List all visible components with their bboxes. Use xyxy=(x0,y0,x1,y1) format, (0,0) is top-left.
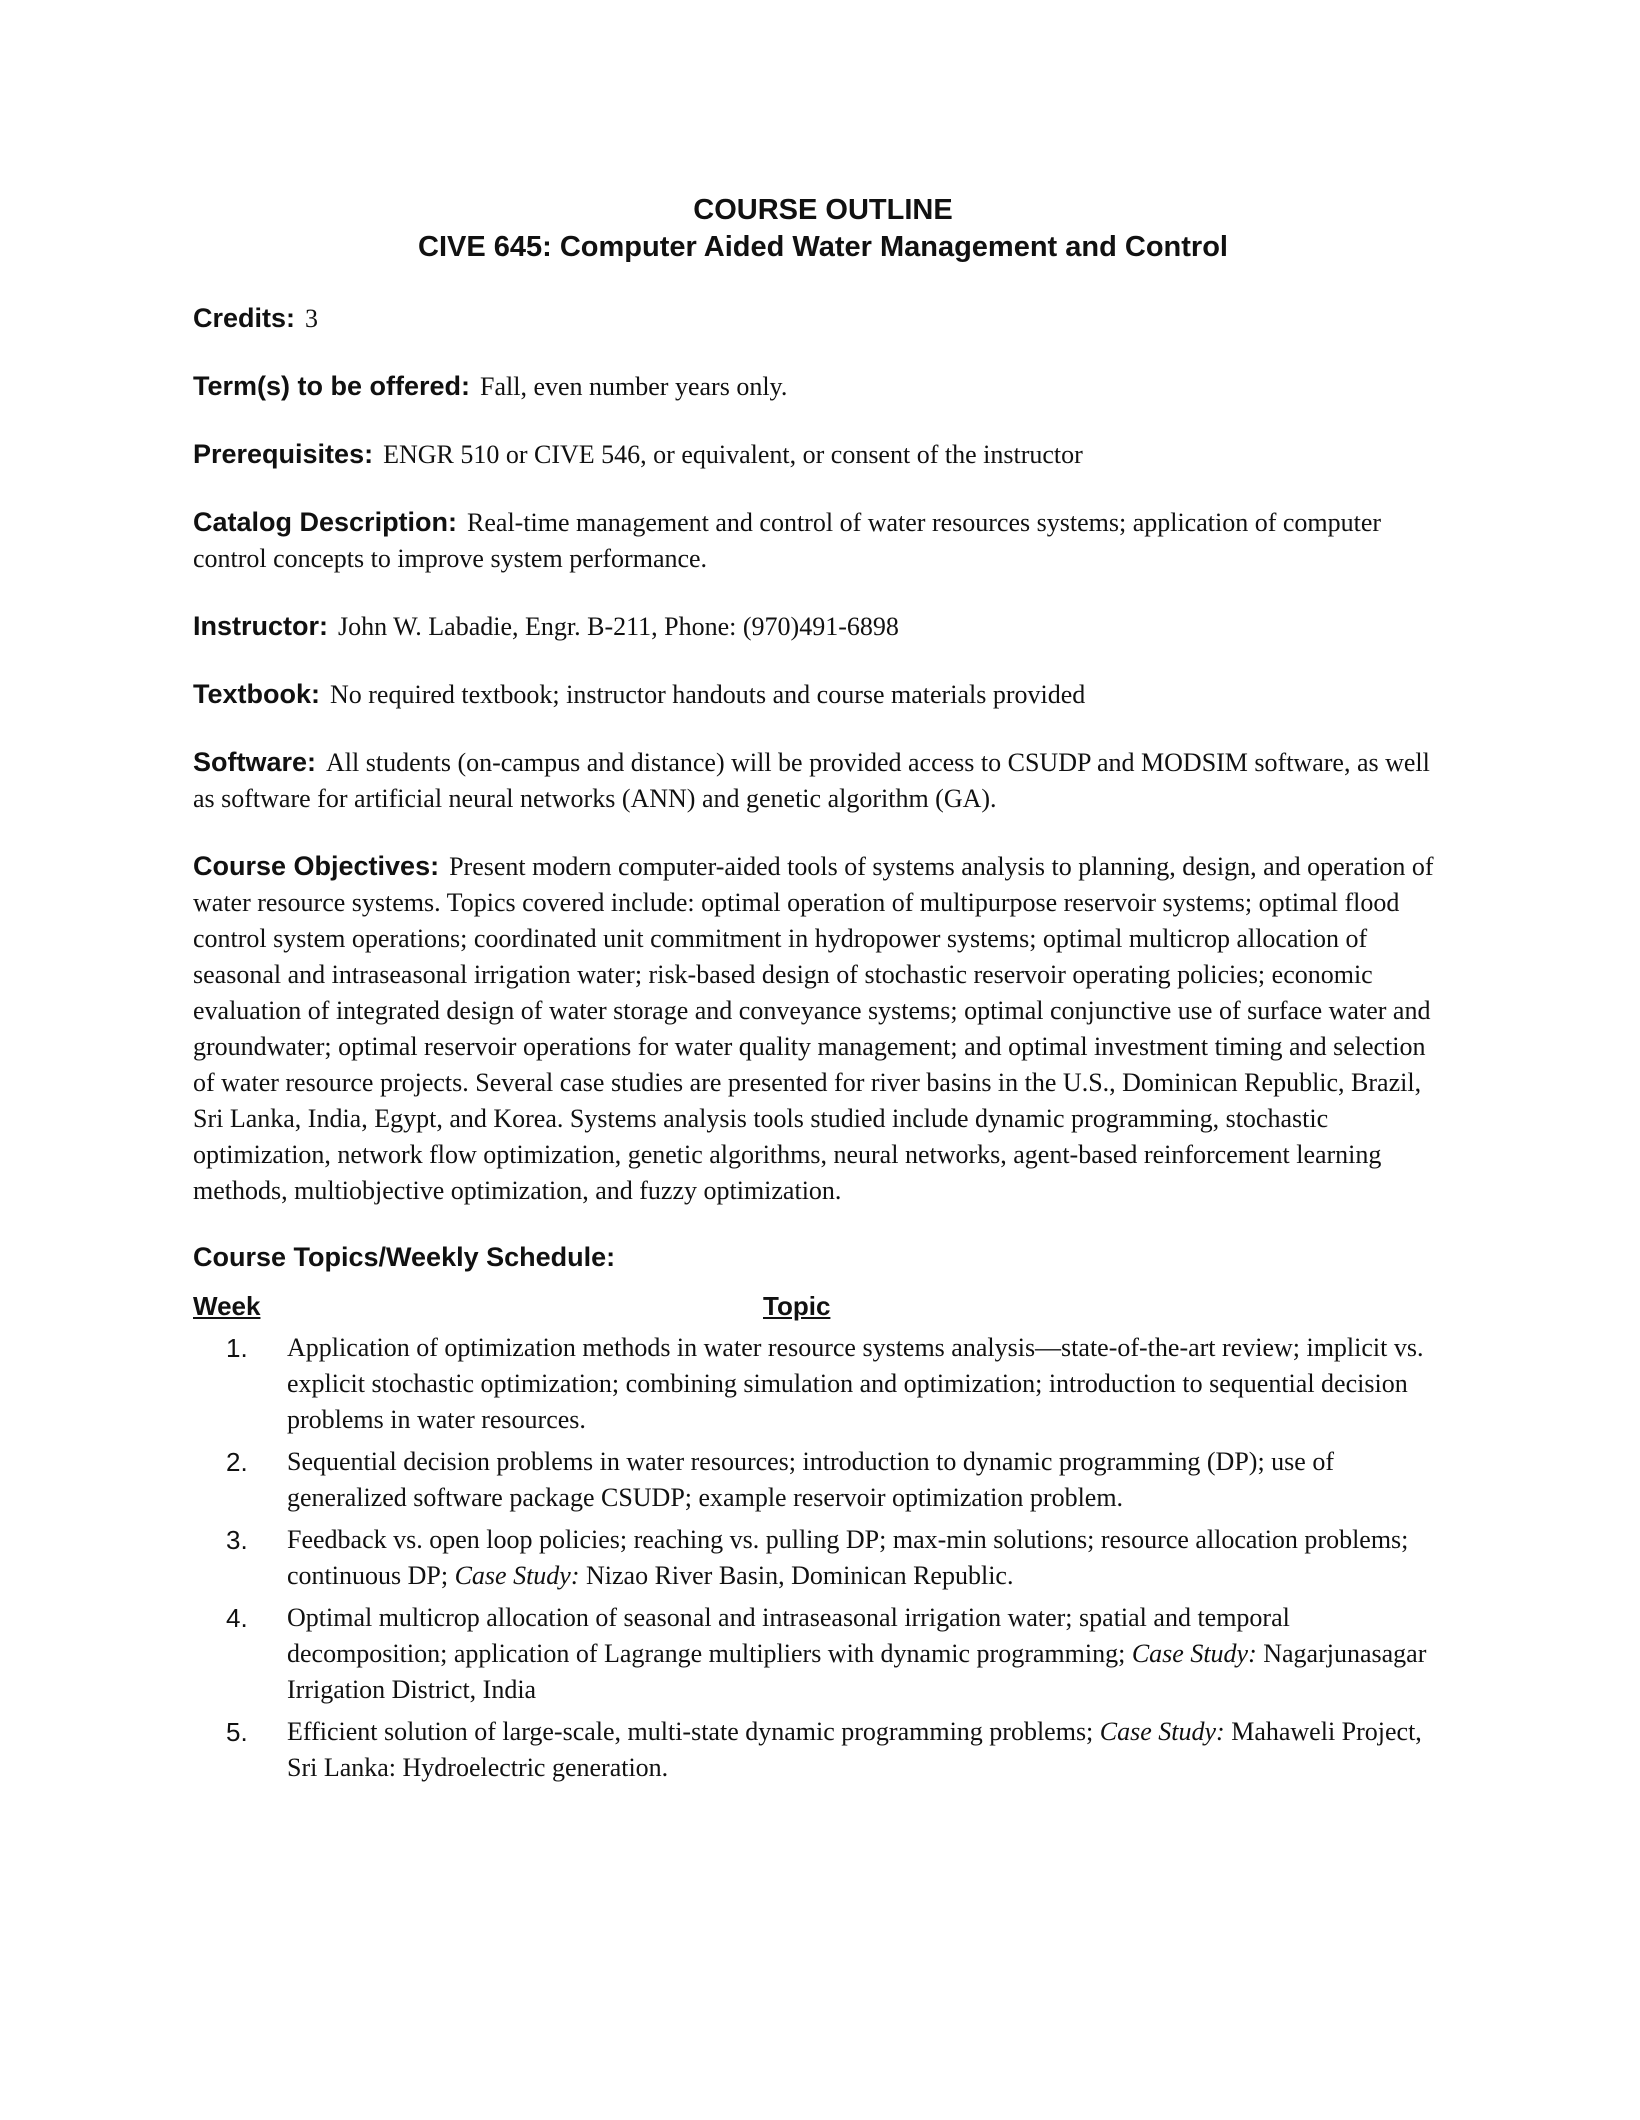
software-label: Software: xyxy=(193,747,317,777)
credits-label: Credits: xyxy=(193,303,296,333)
schedule-heading: Course Topics/Weekly Schedule: xyxy=(193,1242,616,1272)
case-study-label: Case Study: xyxy=(1099,1717,1225,1746)
case-study-text: Mahaweli Project, Sri Lanka: Hydroelectric generation. xyxy=(287,1717,1422,1782)
instructor-field xyxy=(193,608,1453,645)
course-title: CIVE 645: Computer Aided Water Management and Control xyxy=(418,231,1228,263)
case-study-label: Case Study: xyxy=(1131,1639,1257,1668)
schedule-column-headers xyxy=(193,1288,1453,1324)
software-field xyxy=(193,744,1453,817)
terms-field xyxy=(193,368,1453,405)
topic-column-header: Topic xyxy=(763,1291,831,1321)
case-study-label: Case Study: xyxy=(454,1561,580,1590)
page-title: COURSE OUTLINE xyxy=(693,194,953,226)
title-block xyxy=(193,192,1453,266)
credits-value: 3 xyxy=(305,304,319,333)
textbook-value: No required textbook; instructor handouts and course materials provided xyxy=(330,680,1086,709)
week-topic-text: Efficient solution of large-scale, multi-state dynamic programming problems; xyxy=(287,1717,1100,1746)
schedule-item xyxy=(193,1330,1453,1438)
terms-label: Term(s) to be offered: xyxy=(193,371,471,401)
terms-value: Fall, even number years only. xyxy=(480,372,788,401)
weekly-schedule-list xyxy=(193,1330,1453,1786)
course-objectives-label: Course Objectives: xyxy=(193,851,440,881)
prerequisites-label: Prerequisites: xyxy=(193,439,374,469)
case-study-text: Nizao River Basin, Dominican Republic. xyxy=(579,1561,1014,1590)
week-topic-text: Optimal multicrop allocation of seasonal and intraseasonal irrigation water; spatial and temporal decomposition; application of Lagrange multipliers with dynamic programming; xyxy=(287,1603,1290,1668)
week-number: 1. xyxy=(226,1333,248,1363)
textbook-label: Textbook: xyxy=(193,679,320,709)
week-topic-text: Application of optimization methods in water resource systems analysis—state-of-the-art review; implicit vs. explicit stochastic optimization; combining simulation and optimization; introduction to sequential decision problems in water resources. xyxy=(287,1333,1424,1434)
week-number: 5. xyxy=(226,1717,248,1747)
catalog-description-label: Catalog Description: xyxy=(193,507,458,537)
instructor-value: John W. Labadie, Engr. B-211, Phone: (970)491-6898 xyxy=(338,612,899,641)
schedule-item xyxy=(193,1600,1453,1708)
credits-field xyxy=(193,300,1453,337)
schedule-item xyxy=(193,1714,1453,1786)
course-objectives-field xyxy=(193,848,1453,1209)
schedule-item xyxy=(193,1522,1453,1594)
software-value: All students (on-campus and distance) will be provided access to CSUDP and MODSIM software, as well as software for artificial neural networks (ANN) and genetic algorithm (GA). xyxy=(193,748,1430,813)
week-topic-text: Feedback vs. open loop policies; reaching vs. pulling DP; max-min solutions; resource allocation problems; continuous DP; xyxy=(287,1525,1409,1590)
week-number: 2. xyxy=(226,1447,248,1477)
course-outline-page xyxy=(193,192,1453,1792)
catalog-description-value: Real-time management and control of water resources systems; application of computer control concepts to improve system performance. xyxy=(193,508,1382,573)
course-objectives-value: Present modern computer-aided tools of systems analysis to planning, design, and operation of water resource systems. Topics covered include: optimal operation of multipurpose reservoir systems; optimal flood control system operations; coordinated unit commitment in hydropower systems; optimal multicrop allocation of seasonal and intraseasonal irrigation water; risk-based design of stochastic reservoir operating policies; economic evaluation of integrated design of water storage and conveyance systems; optimal conjunctive use of surface water and groundwater; optimal reservoir operations for water quality management; and optimal investment timing and selection of water resource projects. Several case studies are presented for river basins in the U.S., Dominican Republic, Brazil, Sri Lanka, India, Egypt, and Korea. Systems analysis tools studied include dynamic programming, stochastic optimization, network flow optimization, genetic algorithms, neural networks, agent-based reinforcement learning methods, multiobjective optimization, and fuzzy optimization. xyxy=(193,852,1434,1205)
catalog-description-field xyxy=(193,504,1453,577)
week-topic-text: Sequential decision problems in water resources; introduction to dynamic programming (DP); use of generalized software package CSUDP; example reservoir optimization problem. xyxy=(287,1447,1334,1512)
prerequisites-field xyxy=(193,436,1453,473)
week-number: 3. xyxy=(226,1525,248,1555)
week-column-header: Week xyxy=(193,1291,261,1321)
instructor-label: Instructor: xyxy=(193,611,328,641)
prerequisites-value: ENGR 510 or CIVE 546, or equivalent, or consent of the instructor xyxy=(383,440,1083,469)
schedule-item xyxy=(193,1444,1453,1516)
textbook-field xyxy=(193,676,1453,713)
case-study-text: Nagarjunasagar Irrigation District, India xyxy=(287,1639,1427,1704)
week-number: 4. xyxy=(226,1603,248,1633)
